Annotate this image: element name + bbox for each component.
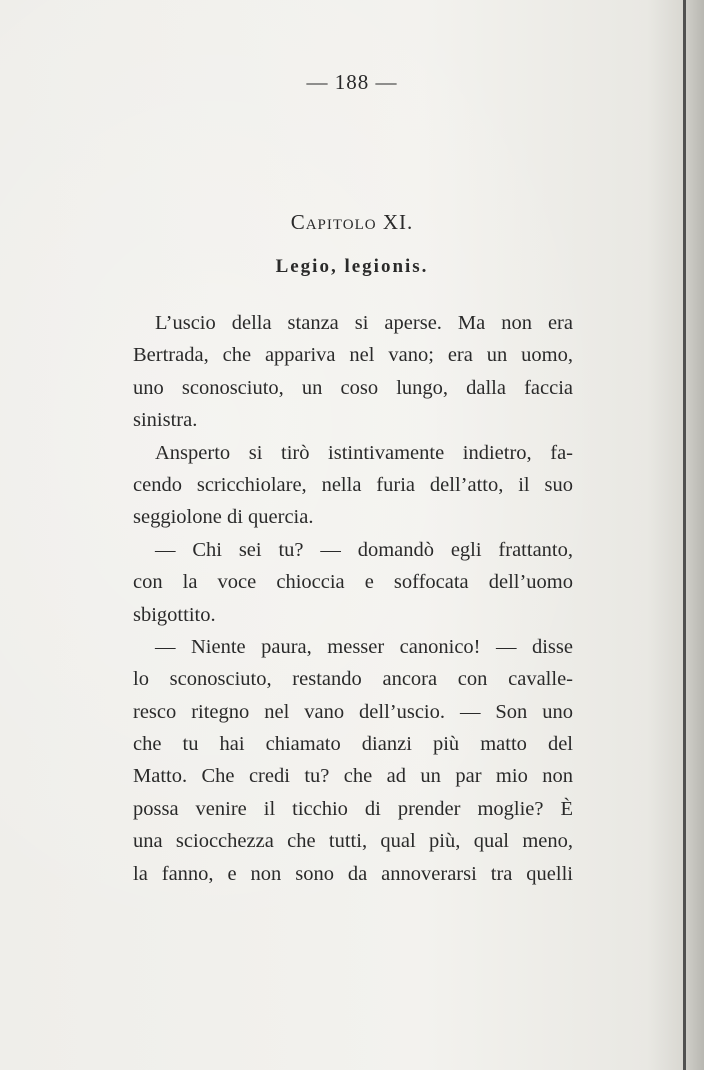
text-line: lo sconosciuto, restando ancora con cavalle- — [133, 668, 573, 691]
chapter-heading — [0, 210, 704, 235]
text-line: sinistra. — [133, 409, 198, 432]
text-line: con la voce chioccia e soffocata dell’uomo — [133, 571, 573, 594]
text-line: — Chi sei tu? — domandò egli frattanto, — [155, 538, 573, 561]
text-line: possa venire il ticchio di prender moglie? È — [133, 797, 573, 820]
text-line: Bertrada, che appariva nel vano; era un uomo, — [133, 344, 573, 367]
text-line: una sciocchezza che tutti, qual più, qual meno, — [133, 830, 573, 853]
text-line: che tu hai chiamato dianzi più matto del — [133, 733, 573, 756]
text-line: L’uscio della stanza si aperse. Ma non era — [155, 312, 573, 334]
text-line: la fanno, e non sono da annoverarsi tra quelli — [133, 862, 573, 885]
text-line: Matto. Che credi tu? che ad un par mio non — [133, 765, 573, 788]
chapter-heading-text: Capitolo XI. — [290, 210, 414, 234]
binding-shadow — [686, 0, 704, 1070]
page-number: — 188 — — [306, 70, 398, 94]
chapter-title: Legio, legionis. — [275, 256, 429, 277]
text-line: cendo scricchiolare, nella furia dell’atto, il suo — [133, 473, 573, 496]
text-line: — Niente paura, messer canonico! — disse — [155, 635, 573, 658]
text-line: resco ritegno nel vano dell’uscio. — Son uno — [133, 700, 573, 723]
binding-edge — [683, 0, 686, 1070]
text-line: seggiolone di quercia. — [133, 506, 314, 529]
text-line: Ansperto si tirò istintivamente indietro, fa- — [155, 441, 573, 464]
text-line: sbigottito. — [133, 603, 216, 626]
text-line: uno sconosciuto, un coso lungo, dalla faccia — [133, 376, 573, 399]
body-text — [133, 307, 573, 890]
